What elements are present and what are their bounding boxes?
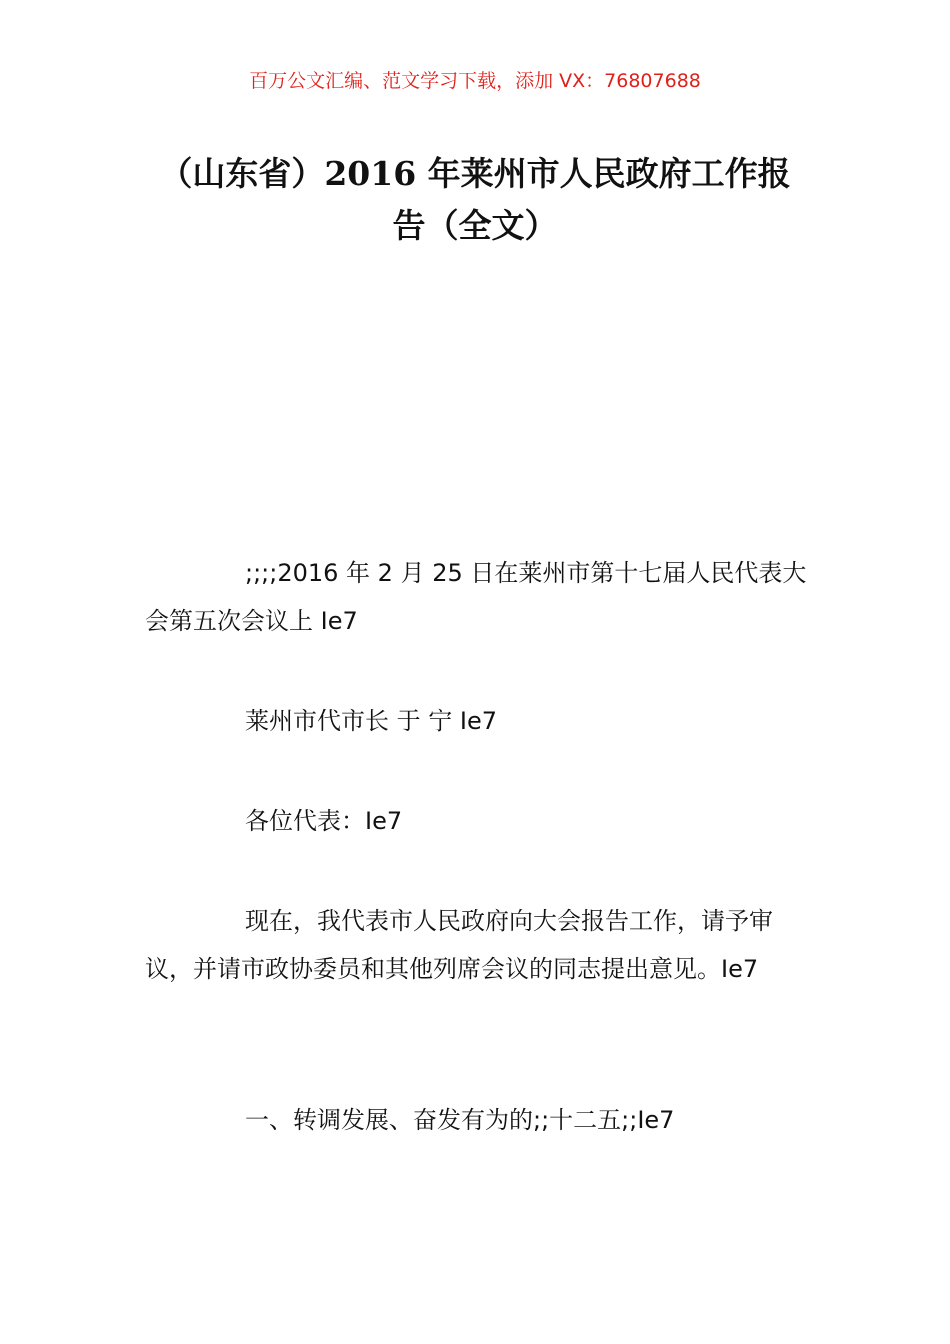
document-title	[130, 148, 820, 252]
speaker-paragraph: 莱州市代市长 于 宁 Ie7	[245, 707, 497, 735]
meeting-info-paragraph: ;;;;2016 年 2 月 25 日在莱州市第十七届人民代表大会第五次会议上 Ie7	[145, 559, 807, 635]
title-line-2: 告（全文）	[392, 206, 558, 245]
title-line-1: （山东省）2016 年莱州市人民政府工作报	[159, 154, 791, 193]
section-heading-1: 一、转调发展、奋发有为的;;十二五;;Ie7	[245, 1106, 675, 1134]
intro-paragraph: 现在，我代表市人民政府向大会报告工作，请予审议，并请市政协委员和其他列席会议的同志提出意见。Ie7	[145, 907, 773, 983]
header-banner: 百万公文汇编、范文学习下载，添加 VX：76807688	[249, 70, 701, 92]
salutation-paragraph: 各位代表：Ie7	[245, 807, 403, 835]
